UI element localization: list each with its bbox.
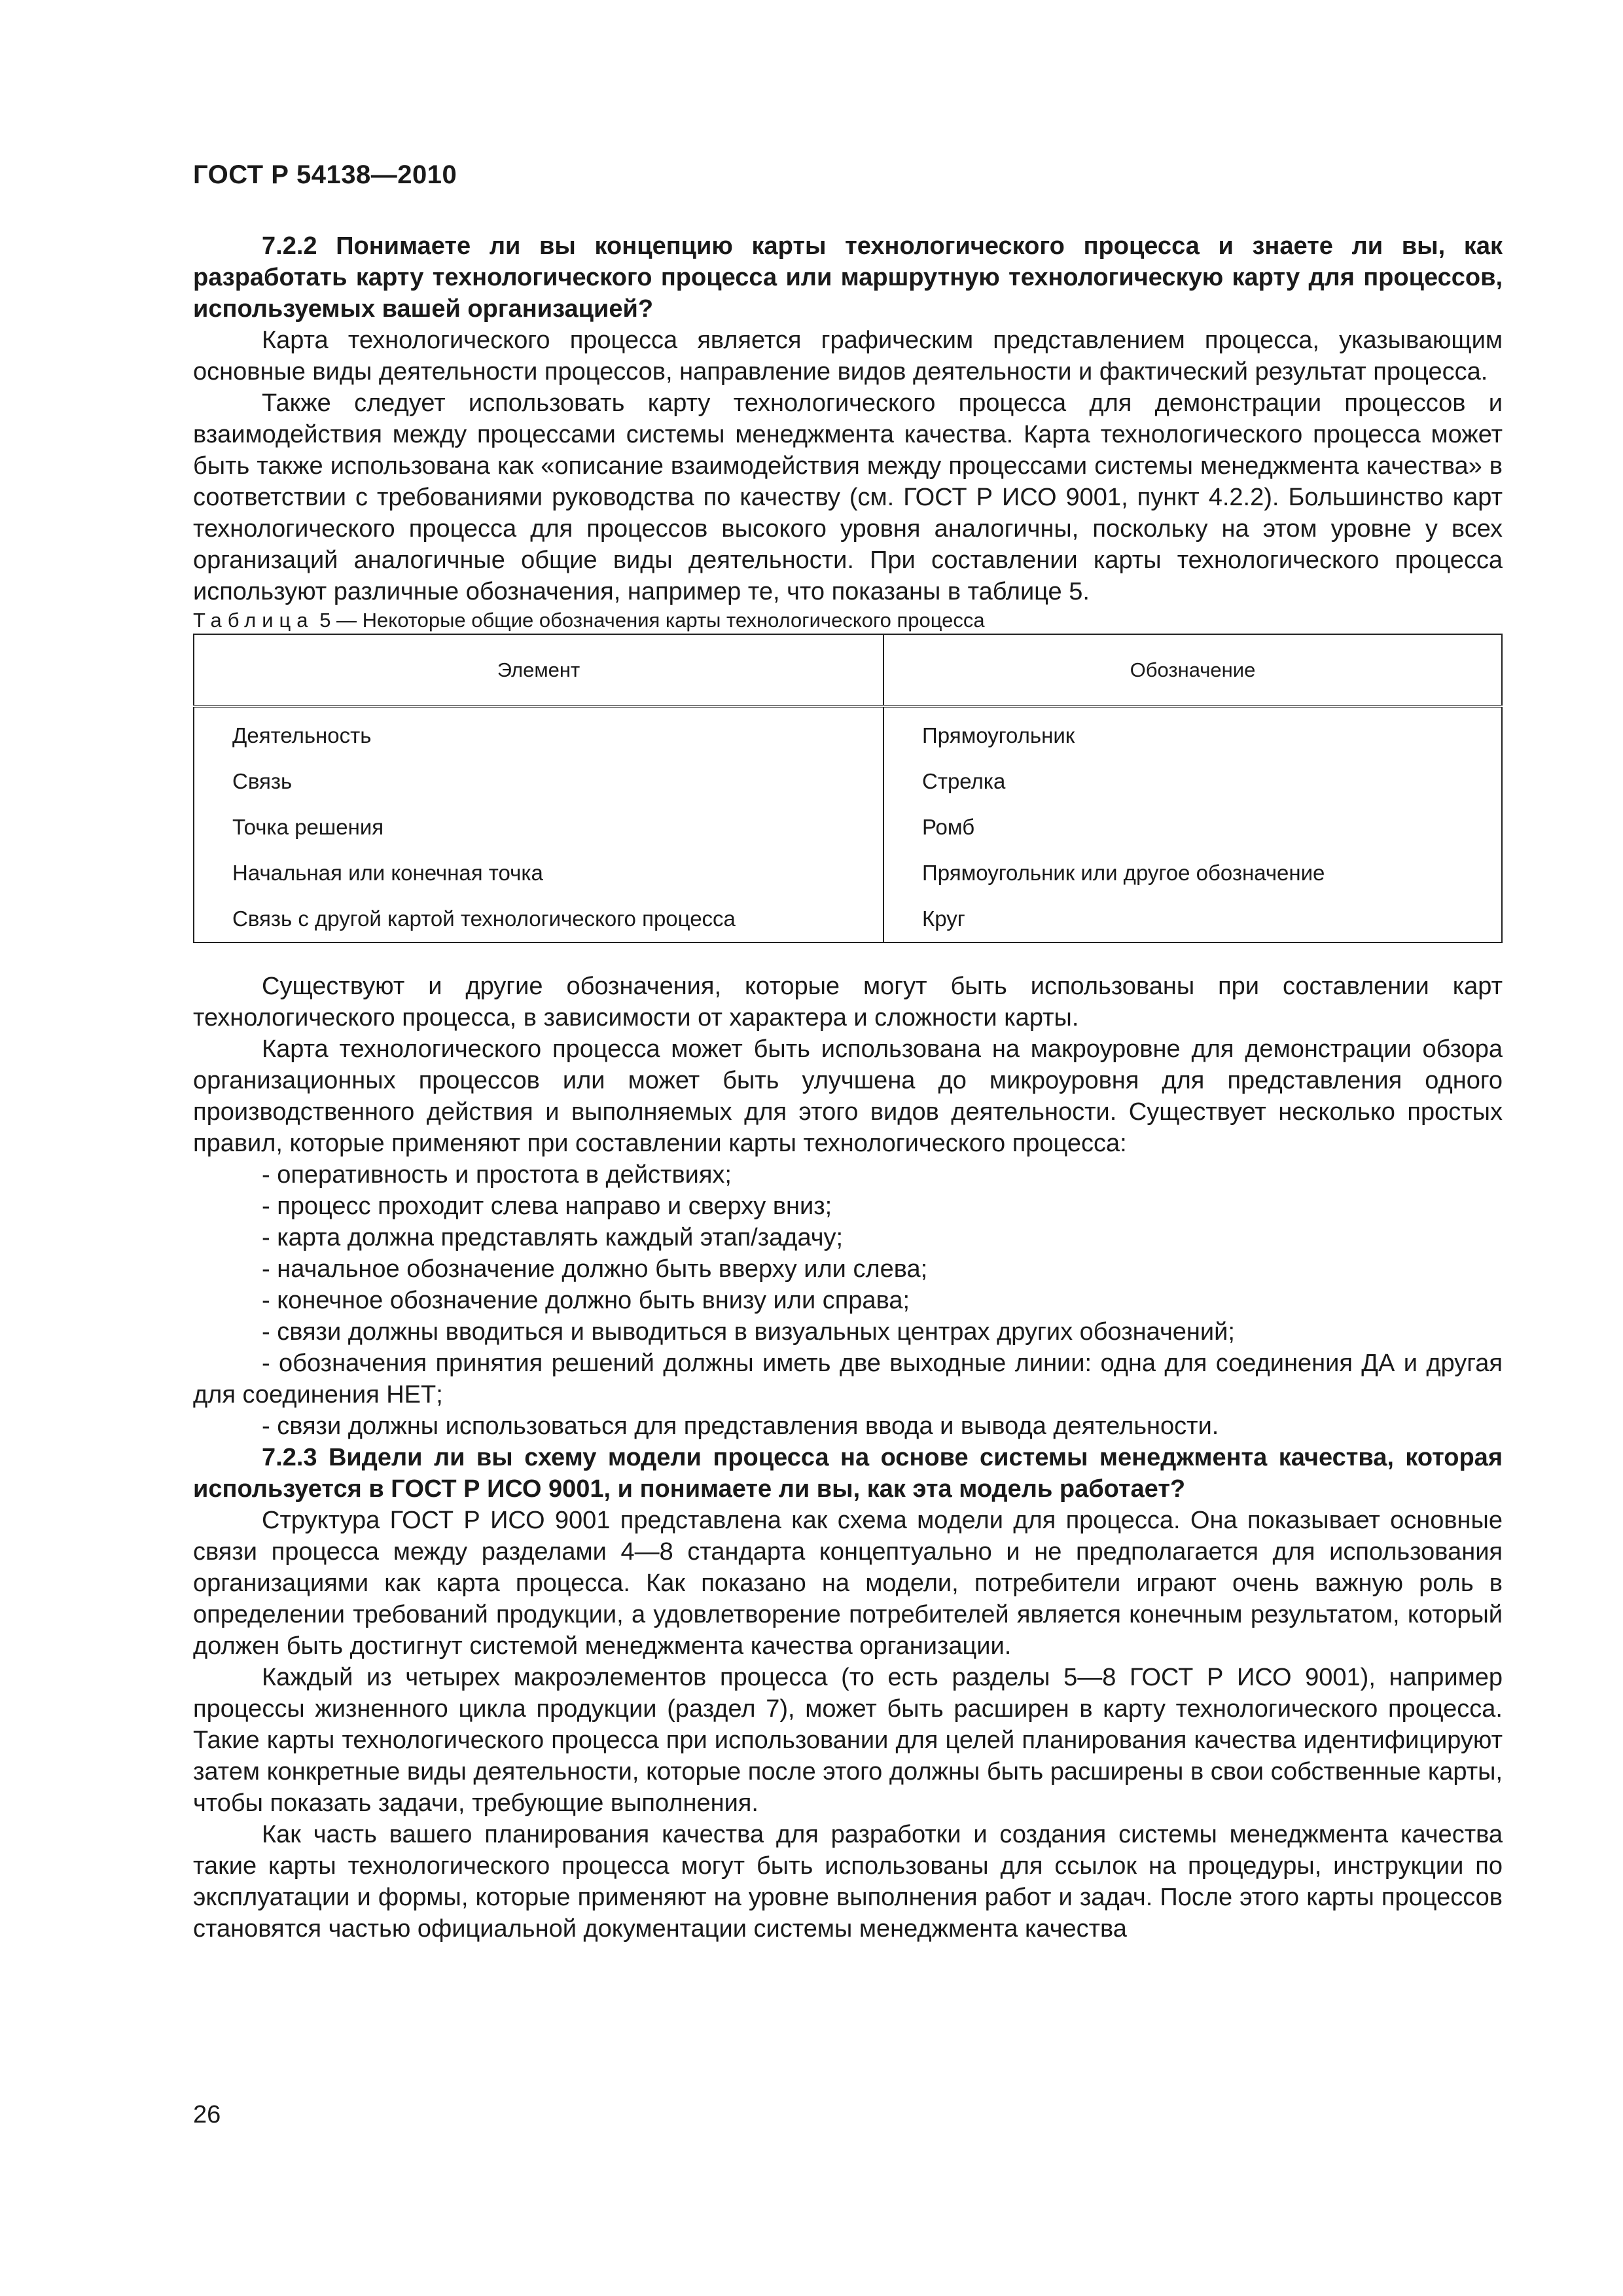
table-cell: Начальная или конечная точка [194,850,883,896]
paragraph: Карта технологического процесса является графическим представлением процесса, указывающим основные виды деятельности процессов, направление видов деятельности и фактический результат процесса. [193,327,1503,386]
section-heading-7-2-3: 7.2.3 Видели ли вы схему модели процесса на основе системы менеджмента качества, которая используется в ГОСТ Р ИСО 9001, и понимаете ли вы, как эта модель работает? [193,1444,1503,1503]
paragraph: Структура ГОСТ Р ИСО 9001 представлена как схема модели для процесса. Она показывает основные связи процесса между разделами 4—8 стандарта концептуально и не предполагается для использования организациями как карта процесса. Как показано на модели, потребители играют очень важную роль в определении требований продукции, а удовлетворение потребителей является конечным результатом, который должен быть достигнут системой менеджмента качества организации. [193,1507,1503,1660]
paragraph: Также следует использовать карту технологического процесса для демонстрации процессов и взаимодействия между процессами системы менеджмента качества. Карта технологического процесса может быть также использована как «описание взаимодействия между процессами системы менеджмента качества» в соответствии с требованиями руководства по качеству (см. ГОСТ Р ИСО 9001, пункт 4.2.2). Большинство карт технологического процесса для процессов высокого уровня аналогичны, поскольку на этом уровне у всех организаций аналогичные общие виды деятельности. При составлении карты технологического процесса используют различные обозначения, например те, что показаны в таблице 5. [193,389,1503,605]
document-body [193,230,1503,1945]
table-header-symbol: Обозначение [883,634,1502,706]
list-item: - карта должна представлять каждый этап/задачу; [262,1224,844,1251]
list-item: - связи должны использоваться для представления ввода и вывода деятельности. [262,1412,1219,1440]
table-cell: Стрелка [883,759,1502,804]
table-cell: Деятельность [194,706,883,759]
table-cell: Прямоугольник или другое обозначение [883,850,1502,896]
table-cell: Связь [194,759,883,804]
table-caption [193,607,1503,634]
table-row [194,850,1502,896]
list-item: - оперативность и простота в действиях; [262,1161,732,1189]
list-item: - конечное обозначение должно быть внизу или справа; [262,1287,910,1314]
table-caption-text: 5 — Некоторые общие обозначения карты технологического процесса [319,609,985,632]
table-header-row [194,634,1502,706]
paragraph: Существуют и другие обозначения, которые могут быть использованы при составлении карт технологического процесса, в зависимости от характера и сложности карты. [193,973,1503,1031]
list-item: - связи должны вводиться и выводиться в визуальных центрах других обозначений; [262,1318,1235,1346]
table-cell: Круг [883,896,1502,942]
table-row [194,896,1502,942]
list-item: - процесс проходит слева направо и сверху вниз; [262,1193,832,1220]
table-row [194,759,1502,804]
table-cell: Прямоугольник [883,706,1502,759]
table-caption-label: Таблица [193,609,314,632]
paragraph: Каждый из четырех макроэлементов процесса (то есть разделы 5—8 ГОСТ Р ИСО 9001), например процессы жизненного цикла продукции (раздел 7), может быть расширен в карту технологического процесса. Такие карты технологического процесса при использовании для целей планирования качества идентифицируют затем конкретные виды деятельности, которые после этого должны быть расширены в свои собственные карты, чтобы показать задачи, требующие выполнения. [193,1664,1503,1817]
section-heading-7-2-2: 7.2.2 Понимаете ли вы концепцию карты технологического процесса и знаете ли вы, как разработать карту технологического процесса или маршрутную технологическую карту для процессов, используемых вашей организацией? [193,232,1503,323]
table-cell: Связь с другой картой технологического процесса [194,896,883,942]
page-number: 26 [193,2101,221,2128]
list-item: - обозначения принятия решений должны иметь две выходные линии: одна для соединения ДА и другая для соединения НЕТ; [193,1350,1503,1408]
paragraph: Карта технологического процесса может быть использована на макроуровне для демонстрации обзора организационных процессов или может быть улучшена до микроуровня для представления одного производственного действия и выполняемых для этого видов деятельности. Существует несколько простых правил, которые применяют при составлении карты технологического процесса: [193,1035,1503,1157]
table-row [194,706,1502,759]
table-cell: Точка решения [194,804,883,850]
paragraph: Как часть вашего планирования качества для разработки и создания системы менеджмента качества такие карты технологического процесса могут быть использованы для ссылок на процедуры, инструкции по эксплуатации и формы, которые применяют на уровне выполнения работ и задач. После этого карты процессов становятся частью официальной документации системы менеджмента качества [193,1821,1503,1943]
document-header: ГОСТ Р 54138—2010 [193,160,457,189]
table-row [194,804,1502,850]
table-header-element: Элемент [194,634,883,706]
symbols-table [193,634,1503,943]
rules-list [193,1159,1503,1442]
list-item: - начальное обозначение должно быть вверху или слева; [262,1255,928,1283]
table-cell: Ромб [883,804,1502,850]
